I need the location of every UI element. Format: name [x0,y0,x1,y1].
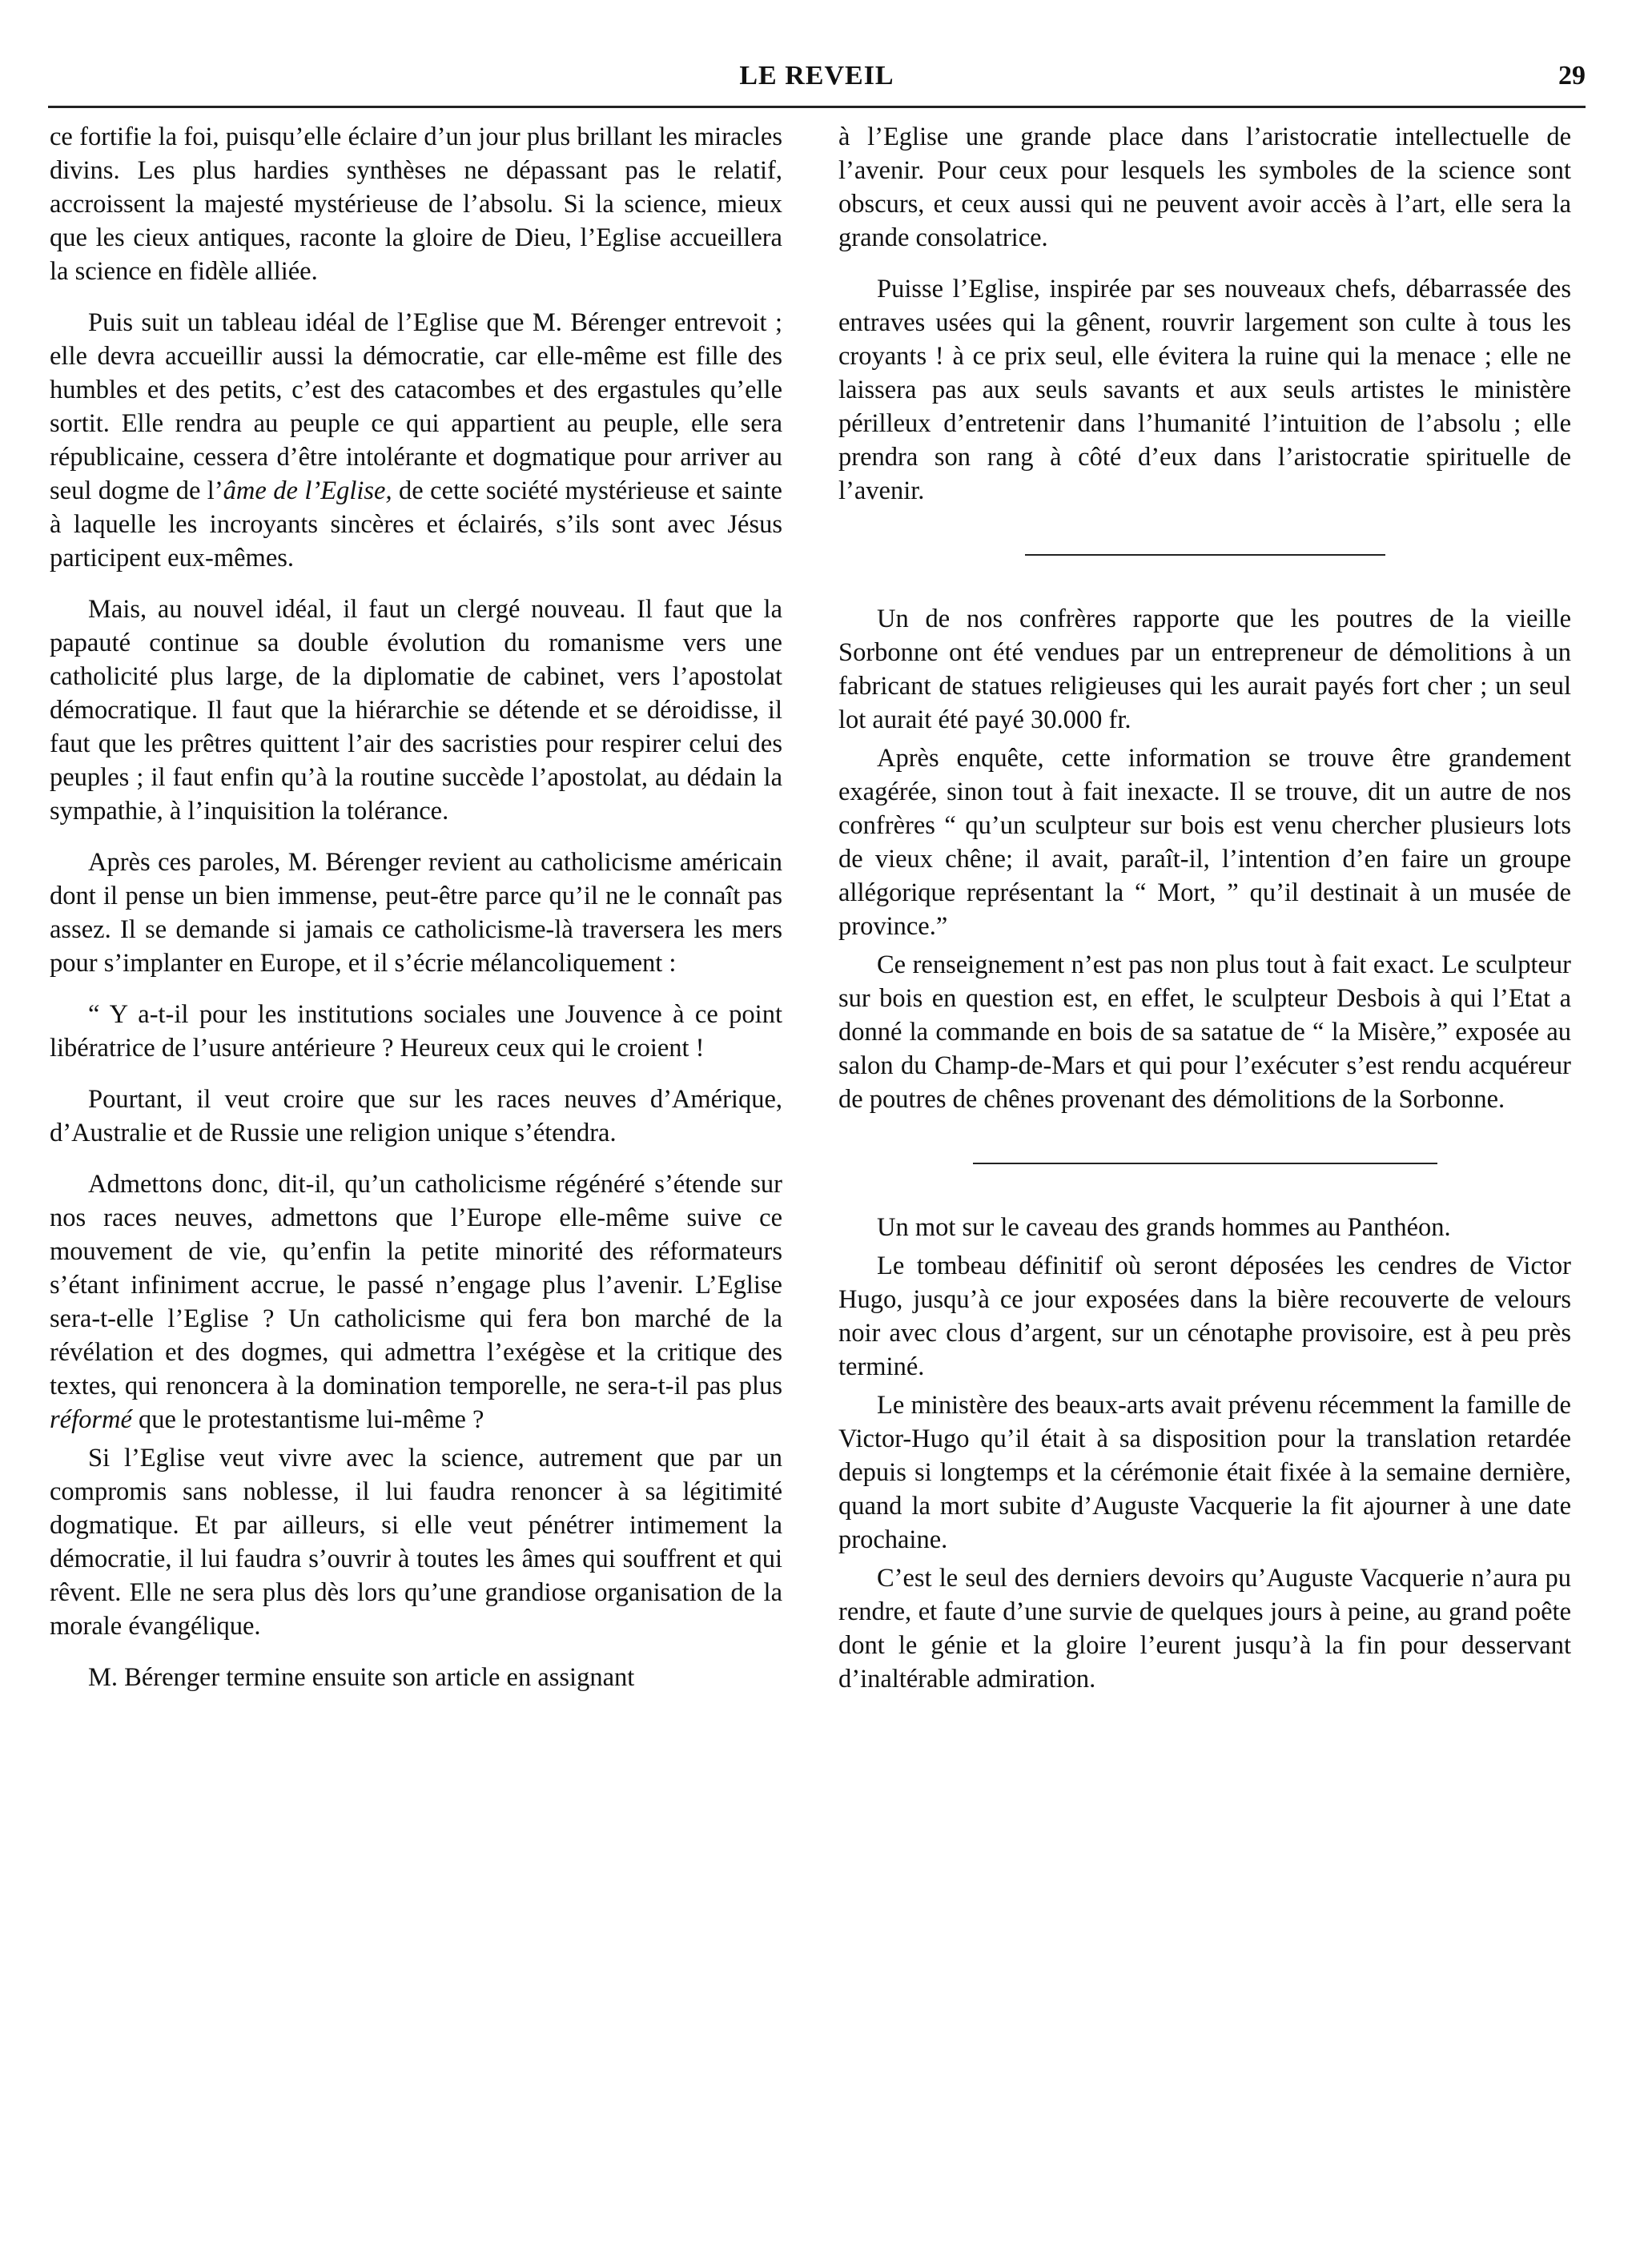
article-paragraph: ce fortifie la foi, puisqu’elle éclaire d’un jour plus brillant les miracles divins. Les plus hardies synthèses ne dépassant pas le relatif, accroissent la majesté mystérieuse de l’absolu. Si la science, mieux que les cieux antiques, raconte la gloire de Dieu, l’Eglise accueillera la science en fidèle alliée. [50,123,782,286]
page-number: 29 [1558,61,1586,90]
emphasis-text: âme de l’Eglise, [223,476,392,505]
article-paragraph: à l’Eglise une grande place dans l’aristocratie intellectuelle de l’avenir. Pour ceux pour lesquels les symboles de la science sont obscurs, et ceux aussi qui ne peuvent avoir accès à l’art, elle sera la grande consolatrice. [838,123,1571,252]
page-header [48,54,1586,102]
left-column [50,120,782,1712]
article-paragraph: Après ces paroles, M. Bérenger revient au catholicisme américain dont il pense un bien immense, peut-être parce qu’il ne le connaît pas assez. Il se demande si jamais ce catholicisme-là traversera les mers pour s’implanter en Europe, et il s’écrie mélancoliquement : [50,848,782,978]
section-divider [1025,554,1385,556]
article-paragraph: Mais, au nouvel idéal, il faut un clergé nouveau. Il faut que la papauté continue sa double évolution du romanisme vers une catholicité plus large, de la diplomatie de cabinet, vers l’apostolat démocratique. Il faut que la hiérarchie se détende et se déroidisse, il faut que les prêtres quittent l’air des sacristies pour respirer celui des peuples ; il faut enfin qu’à la routine succède l’apostolat, au dédain la sympathie, à l’inquisition la tolérance. [50,595,782,826]
article-paragraph: Le ministère des beaux-arts avait prévenu récemment la famille de Victor-Hugo qu’il était à sa disposition pour la translation retardée depuis si longtemps et la cérémonie était fixée à la semaine dernière, quand la mort subite d’Auguste Vacquerie la fit ajourner à une date prochaine. [838,1391,1571,1554]
article-paragraph: Ce renseignement n’est pas non plus tout à fait exact. Le sculpteur sur bois en question est, en effet, le sculpteur Desbois à qui l’Etat a donné la commande en bois de sa satatue de “ la Misère,” exposée au salon du Champ-de-Mars et qui pour l’exécuter s’est rendu acquéreur de poutres de chênes provenant des démolitions de la Sorbonne. [838,950,1571,1114]
article-paragraph: Admettons donc, dit-il, qu’un catholicisme régénéré s’étende sur nos races neuves, admettons que l’Europe elle-même suive ce mouvement de vie, qu’enfin la petite minorité des réformateurs s’étant infiniment accrue, le passé n’engage plus l’avenir. L’Eglise sera-t-elle l’Eglise ? Un catholicisme qui fera bon marché de la révélation et des dogmes, qui admettra l’exégèse et la critique des textes, qui renoncera à la domination temporelle, ne sera-t-il pas plus réformé que le protestantisme lui-même ? [50,1170,782,1434]
masthead-title: LE REVEIL [739,61,894,90]
article-paragraph: Puis suit un tableau idéal de l’Eglise que M. Bérenger entrevoit ; elle devra accueillir aussi la démocratie, car elle-même est fille des humbles et des petits, c’est des catacombes et des ergastules qu’elle sortit. Elle rendra au peuple ce qui appartient au peuple, elle sera républicaine, cessera d’être intolérante et dogmatique pour arriver au seul dogme de l’âme de l’Eglise, de cette société mystérieuse et sainte à laquelle les incroyants sincères et éclairés, s’ils sont avec Jésus participent eux-mêmes. [50,308,782,573]
quote-paragraph: “ Y a-t-il pour les institutions sociales une Jouvence à ce point libératrice de l’usure antérieure ? Heureux ceux qui le croient ! [50,1000,782,1063]
article-paragraph: Un mot sur le caveau des grands hommes au Panthéon. [877,1213,1451,1242]
emphasis-text: réformé [50,1405,132,1434]
header-rule [48,106,1586,108]
article-paragraph: Puisse l’Eglise, inspirée par ses nouveaux chefs, débarrassée des entraves usées qui la gênent, rouvrir largement son culte à tous les croyants ! à ce prix seul, elle évitera la ruine qui la menace ; elle ne laissera pas aux seuls savants et aux seuls artistes le ministère périlleux d’entretenir dans l’humanité l’intuition de l’absolu ; elle prendra son rang à côté d’eux dans l’aristocratie spirituelle de l’avenir. [838,275,1571,505]
article-paragraph: Après enquête, cette information se trouve être grandement exagérée, sinon tout à fait inexacte. Il se trouve, dit un autre de nos confrères “ qu’un sculpteur sur bois est venu chercher plusieurs lots de vieux chêne; il avait, paraît-il, l’intention d’en faire un groupe allégorique représentant la “ Mort, ” qu’il destinait à un musée de province.” [838,744,1571,941]
right-column [838,120,1571,1714]
article-paragraph: Pourtant, il veut croire que sur les races neuves d’Amérique, d’Australie et de Russie une religion unique s’étendra. [50,1085,782,1147]
article-paragraph: Le tombeau définitif où seront déposées les cendres de Victor Hugo, jusqu’à ce jour exposées dans la bière recouverte de velours noir avec clous d’argent, sur un cénotaphe provisoire, est à peu près terminé. [838,1252,1571,1381]
section-divider [973,1163,1437,1164]
article-paragraph: C’est le seul des derniers devoirs qu’Auguste Vacquerie n’aura pu rendre, et faute d’une survie de quelques jours à peine, au grand poête dont le génie et la gloire l’eurent jusqu’à la fin pour desservant d’inaltérable admiration. [838,1564,1571,1694]
article-paragraph: Si l’Eglise veut vivre avec la science, autrement que par un compromis sans noblesse, il lui faudra renoncer à sa légitimité dogmatique. Et par ailleurs, si elle veut pénétrer intimement la démocratie, il lui faudra s’ouvrir à toutes les âmes qui souffrent et qui rêvent. Elle ne sera plus dès lors qu’une grandiose organisation de la morale évangélique. [50,1444,782,1641]
article-paragraph: M. Bérenger termine ensuite son article en assignant [88,1663,635,1692]
article-paragraph: Un de nos confrères rapporte que les poutres de la vieille Sorbonne ont été vendues par un entrepreneur de démolitions à un fabricant de statues religieuses qui les aurait payés fort cher ; un seul lot aurait été payé 30.000 fr. [838,605,1571,734]
